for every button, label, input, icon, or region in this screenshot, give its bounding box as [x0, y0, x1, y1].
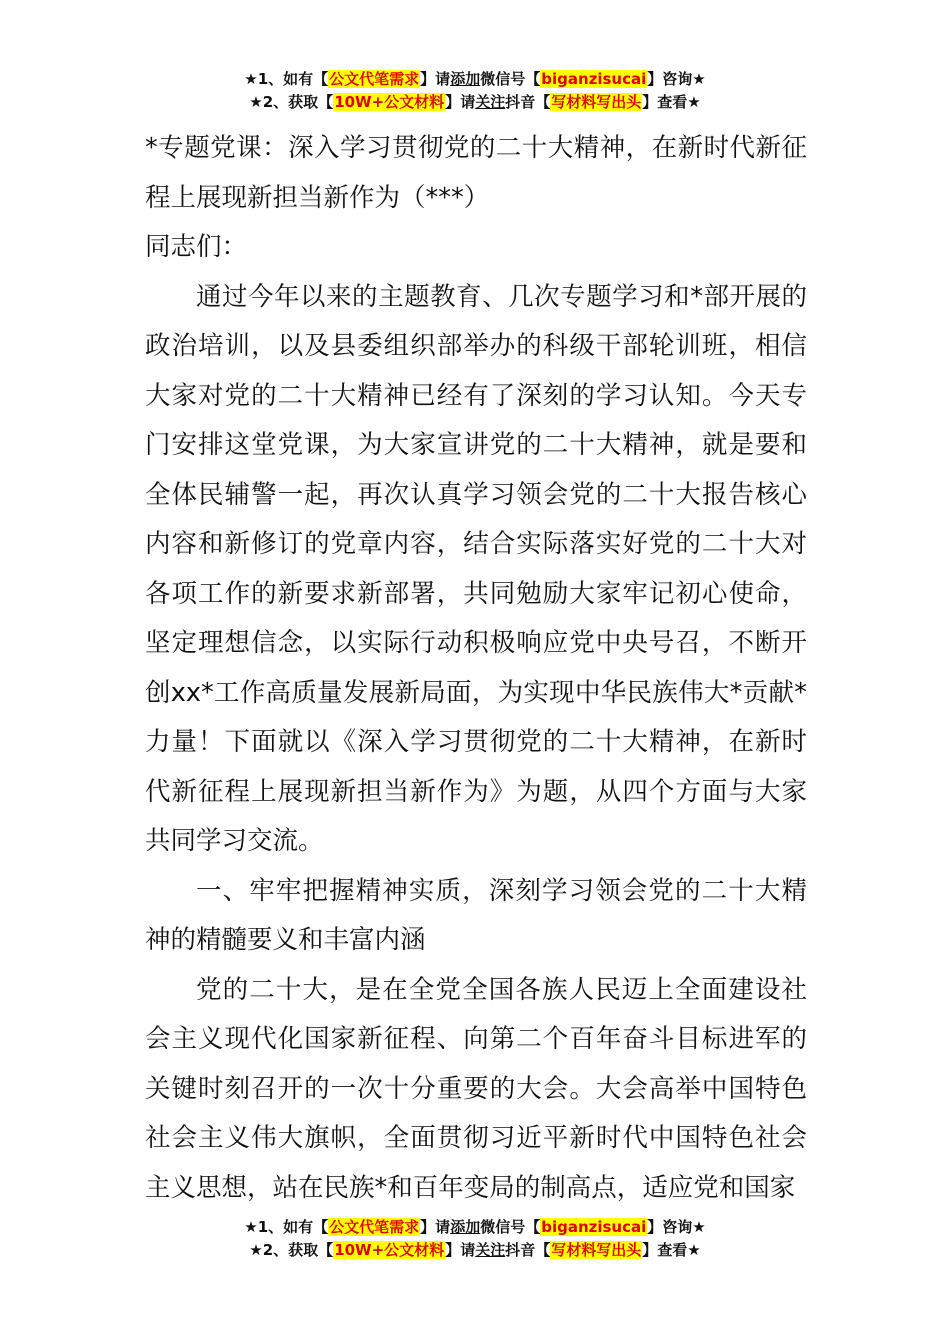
promo-text: 】请	[445, 1241, 476, 1259]
promo-text: ★2、获取【	[249, 93, 334, 111]
promo-text: 微信号【	[480, 70, 541, 88]
promo-underlined: 添加	[450, 70, 481, 88]
promo-highlight: 10W+公文材料	[334, 93, 445, 111]
promo-line-1	[0, 68, 950, 91]
promo-banner-bottom	[0, 1216, 950, 1262]
promo-banner-top	[0, 68, 950, 114]
promo-wechat-id: biganzisucai	[541, 70, 647, 88]
promo-douyin-id: 写材料写出头	[551, 1241, 642, 1259]
promo-text: 抖音【	[505, 1241, 551, 1259]
promo-underlined: 关注	[475, 93, 506, 111]
promo-text: ★2、获取【	[249, 1241, 334, 1259]
promo-line-1	[0, 1216, 950, 1239]
promo-text: 】查看★	[642, 93, 701, 111]
promo-text: 】查看★	[642, 1241, 701, 1259]
paragraph: 通过今年以来的主题教育、几次专题学习和*部开展的政治培训，以及县委组织部举办的科级干部轮训班，相信大家对党的二十大精神已经有了深刻的学习认知。今天专门安排这堂党课，为大家宣讲党的二十大精神，就是要和全体民辅警一起，再次认真学习领会党的二十大报告核心内容和新修订的党章内容，结合实际落实好党的二十大对各项工作的新要求新部署，共同勉励大家牢记初心使命，坚定理想信念，以实际行动积极响应党中央号召，不断开创xx*工作高质量发展新局面，为实现中华民族伟大*贡献*力量！下面就以《深入学习贯彻党的二十大精神，在新时代新征程上展现新担当新作为》为题，从四个方面与大家共同学习交流。	[145, 281, 807, 856]
document-title: *专题党课：深入学习贯彻党的二十大精神，在新时代新征程上展现新担当新作为（***）	[145, 133, 807, 213]
promo-text: ★1、如有【	[244, 1218, 329, 1236]
promo-text: 】咨询★	[647, 1218, 706, 1236]
promo-text: ★1、如有【	[244, 70, 329, 88]
promo-underlined: 关注	[475, 1241, 506, 1259]
paragraph: 党的二十大，是在全党全国各族人民迈上全面建设社会主义现代化国家新征程、向第二个百年奋斗目标进军的关键时刻召开的一次十分重要的大会。大会高举中国特色社会主义伟大旗帜，全面贯彻习近平新时代中国特色社会主义思想，站在民族*和百年变局的制高点，适应党和国家	[145, 974, 807, 1203]
promo-wechat-id: biganzisucai	[541, 1218, 647, 1236]
greeting: 同志们：	[145, 232, 248, 262]
promo-highlight: 10W+公文材料	[334, 1241, 445, 1259]
promo-text: 微信号【	[480, 1218, 541, 1236]
promo-text: 】请	[445, 93, 476, 111]
promo-douyin-id: 写材料写出头	[551, 93, 642, 111]
promo-text: 】咨询★	[647, 70, 706, 88]
section-heading: 一、牢牢把握精神实质，深刻学习领会党的二十大精神的精髓要义和丰富内涵	[145, 875, 807, 955]
promo-line-2	[0, 1239, 950, 1262]
promo-highlight: 公文代笔需求	[329, 1218, 420, 1236]
promo-text: 抖音【	[505, 93, 551, 111]
promo-text: 】请	[420, 1218, 451, 1236]
promo-line-2	[0, 91, 950, 114]
promo-text: 】请	[420, 70, 451, 88]
promo-highlight: 公文代笔需求	[329, 70, 420, 88]
document-body	[145, 124, 807, 1213]
promo-underlined: 添加	[450, 1218, 481, 1236]
